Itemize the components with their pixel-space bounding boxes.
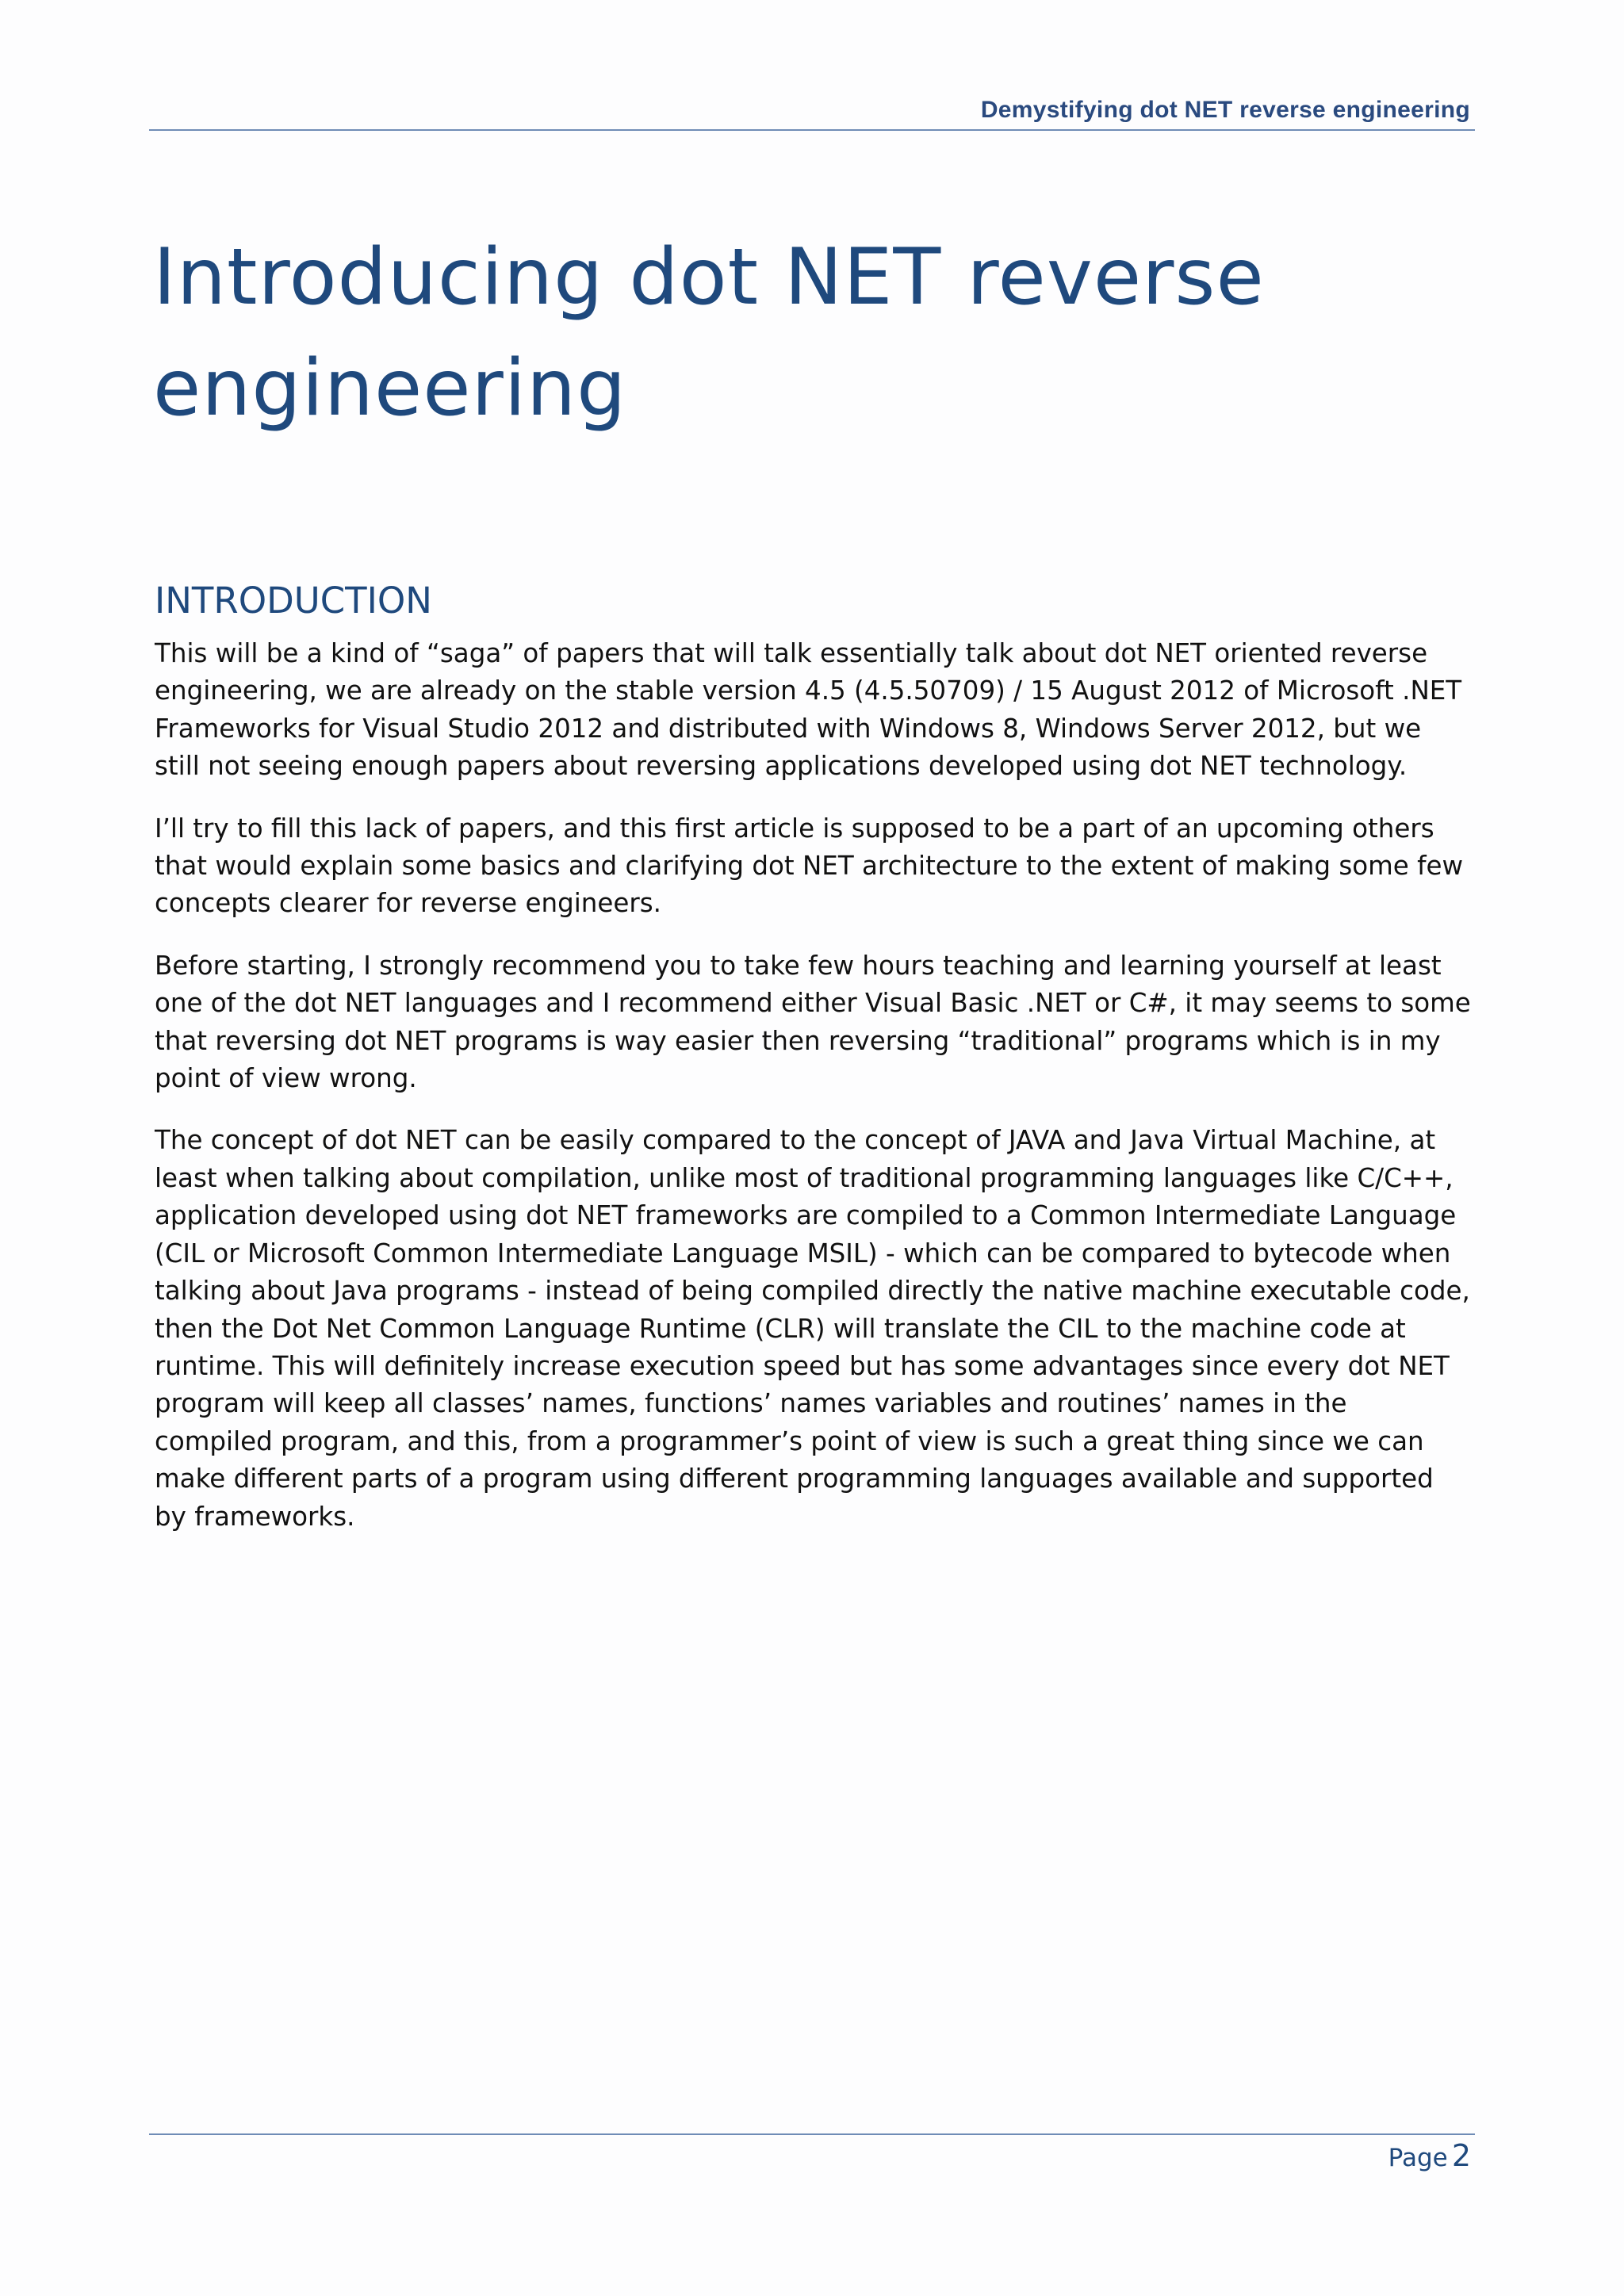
- page-footer: [1388, 2138, 1471, 2173]
- paragraph-4: The concept of dot NET can be easily compared to the concept of JAVA and Java Virtual Machine, at least when talking about compilation, unlike most of traditional programming languages like C/C++, application developed using dot NET frameworks are compiled to a Common Intermediate Language (CIL or Microsoft Common Intermediate Language MSIL) - which can be compared to bytecode when talking about Java programs - instead of being compiled directly the native machine executable code, then the Dot Net Common Language Runtime (CLR) will translate the CIL to the machine code at runtime. This will definitely increase execution speed but has some advantages since every dot NET program will keep all classes’ names, functions’ names variables and routines’ names in the compiled program, and this, from a programmer’s point of view is such a great thing since we can make different parts of a program using different programming languages available and supported by frameworks.: [155, 1125, 1470, 1532]
- paragraph-1: This will be a kind of “saga” of papers that will talk essentially talk about dot NET oriented reverse engineering, we are already on the stable version 4.5 (4.5.50709) / 15 August 2012 of Microsoft .NET Frameworks for Visual Studio 2012 and distributed with Windows 8, Windows Server 2012, but we still not seeing enough papers about reversing applications developed using dot NET technology.: [155, 638, 1462, 782]
- paragraph-2: I’ll try to fill this lack of papers, and this first article is supposed to be a part of an upcoming others that would explain some basics and clarifying dot NET architecture to the extent of making some few concepts clearer for reverse engineers.: [155, 813, 1464, 919]
- running-header: Demystifying dot NET reverse engineering: [980, 97, 1470, 123]
- section-body: [155, 635, 1471, 1560]
- header-rule: [149, 129, 1475, 131]
- paragraph-3: Before starting, I strongly recommend you to take few hours teaching and learning yourself at least one of the dot NET languages and I recommend either Visual Basic .NET or C#, it may seems to some that reversing dot NET programs is way easier then reversing “traditional” programs which is in my point of view wrong.: [155, 950, 1471, 1094]
- document-title: Introducing dot NET reverse engineering: [153, 232, 1265, 434]
- section-heading: INTRODUCTION: [155, 580, 432, 622]
- page-label: Page: [1388, 2144, 1448, 2172]
- page-number: 2: [1451, 2138, 1471, 2173]
- footer-rule: [149, 2133, 1475, 2135]
